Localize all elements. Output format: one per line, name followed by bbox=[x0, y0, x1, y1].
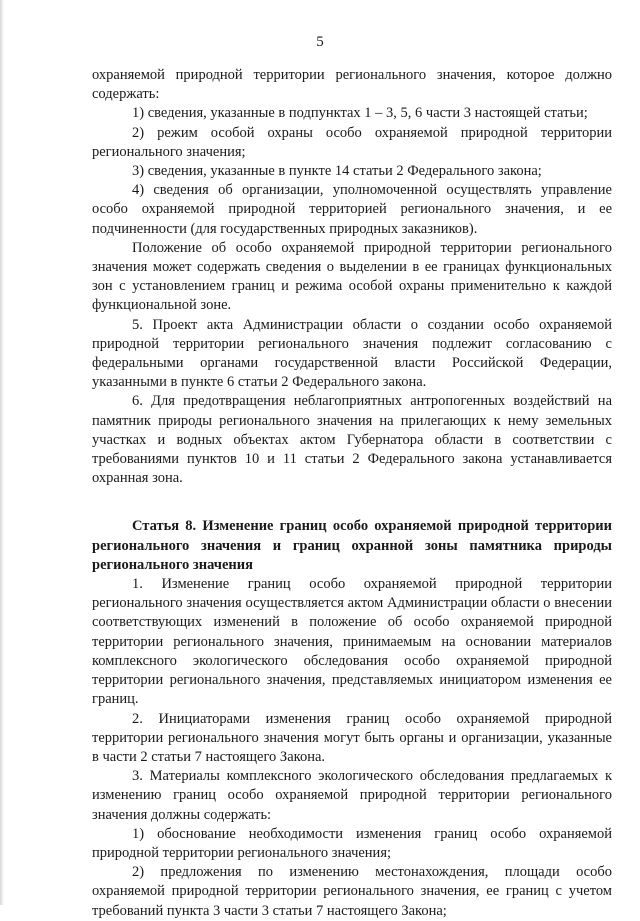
page-number: 5 bbox=[316, 34, 324, 50]
list-item: 3) сведения, указанные в пункте 14 статьи 2 Федерального закона; bbox=[132, 163, 542, 180]
article-heading: Статья 8. Изменение границ особо охраняемой природной территории регионального значения и границ охранной зоны памятника природы регионального значения bbox=[92, 518, 612, 573]
paragraph: 3. Материалы комплексного экологического обследования предлагаемых к изменению границ особо охраняемой природной территории регионального значения должны содержать: bbox=[92, 768, 612, 823]
paragraph: 1. Изменение границ особо охраняемой природной территории регионального значения осуществляется актом Администрации области о внесении соответствующих изменений в положение об особо охраняемой природной территории регионального значения, принимаемым на основании материалов комплексного экологического обследования особо охраняемой природной территории регионального значения, представляемых инициатором изменения ее границ. bbox=[92, 576, 612, 708]
paragraph: Положение об особо охраняемой природной территории регионального значения может содержать сведения о выделении в ее границах функциональных зон с установлением границ и режима особой охраны применительно к каждой функциональной зоне. bbox=[92, 239, 612, 314]
paragraph: 6. Для предотвращения неблагоприятных антропогенных воздействий на памятник природы регионального значения на прилегающих к нему земельных участках и водных объектах актом Губернатора области в соответствии с требованиями пунктов 10 и 11 статьи 2 Федерального закона устанавливается охранная зона. bbox=[92, 393, 612, 487]
list-item: 1) сведения, указанные в подпунктах 1 – 3, 5, 6 части 3 настоящей статьи; bbox=[132, 105, 588, 122]
list-item: 2) предложения по изменению местонахождения, площади особо охраняемой природной территории регионального значения, ее границ с учетом требований пункта 3 части 3 статьи 7 настоящего Закона; bbox=[92, 864, 612, 919]
page-body bbox=[92, 66, 612, 921]
list-item: 1) обоснование необходимости изменения границ особо охраняемой природной территории регионального значения; bbox=[92, 825, 612, 861]
list-item: 4) сведения об организации, уполномоченной осуществлять управление особо охраняемой природной территорией регионального значения, и ее подчиненности (для государственных природных заказников). bbox=[92, 182, 612, 237]
list-item: 2) режим особой охраны особо охраняемой природной территории регионального значения; bbox=[92, 124, 612, 160]
paragraph: охраняемой природной территории регионального значения, которое должно содержать: bbox=[92, 67, 612, 103]
paragraph: 2. Инициаторами изменения границ особо охраняемой природной территории регионального значения могут быть органы и организации, указанные в части 2 статьи 7 настоящего Закона. bbox=[92, 710, 612, 765]
section-spacer bbox=[92, 488, 612, 517]
scan-edge-shadow bbox=[0, 0, 4, 905]
paragraph: 5. Проект акта Администрации области о создании особо охраняемой природной территории регионального значения подлежит согласованию с федеральными органами государственной власти Российской Федерации, указанными в пункте 6 статьи 2 Федерального закона. bbox=[92, 316, 612, 391]
